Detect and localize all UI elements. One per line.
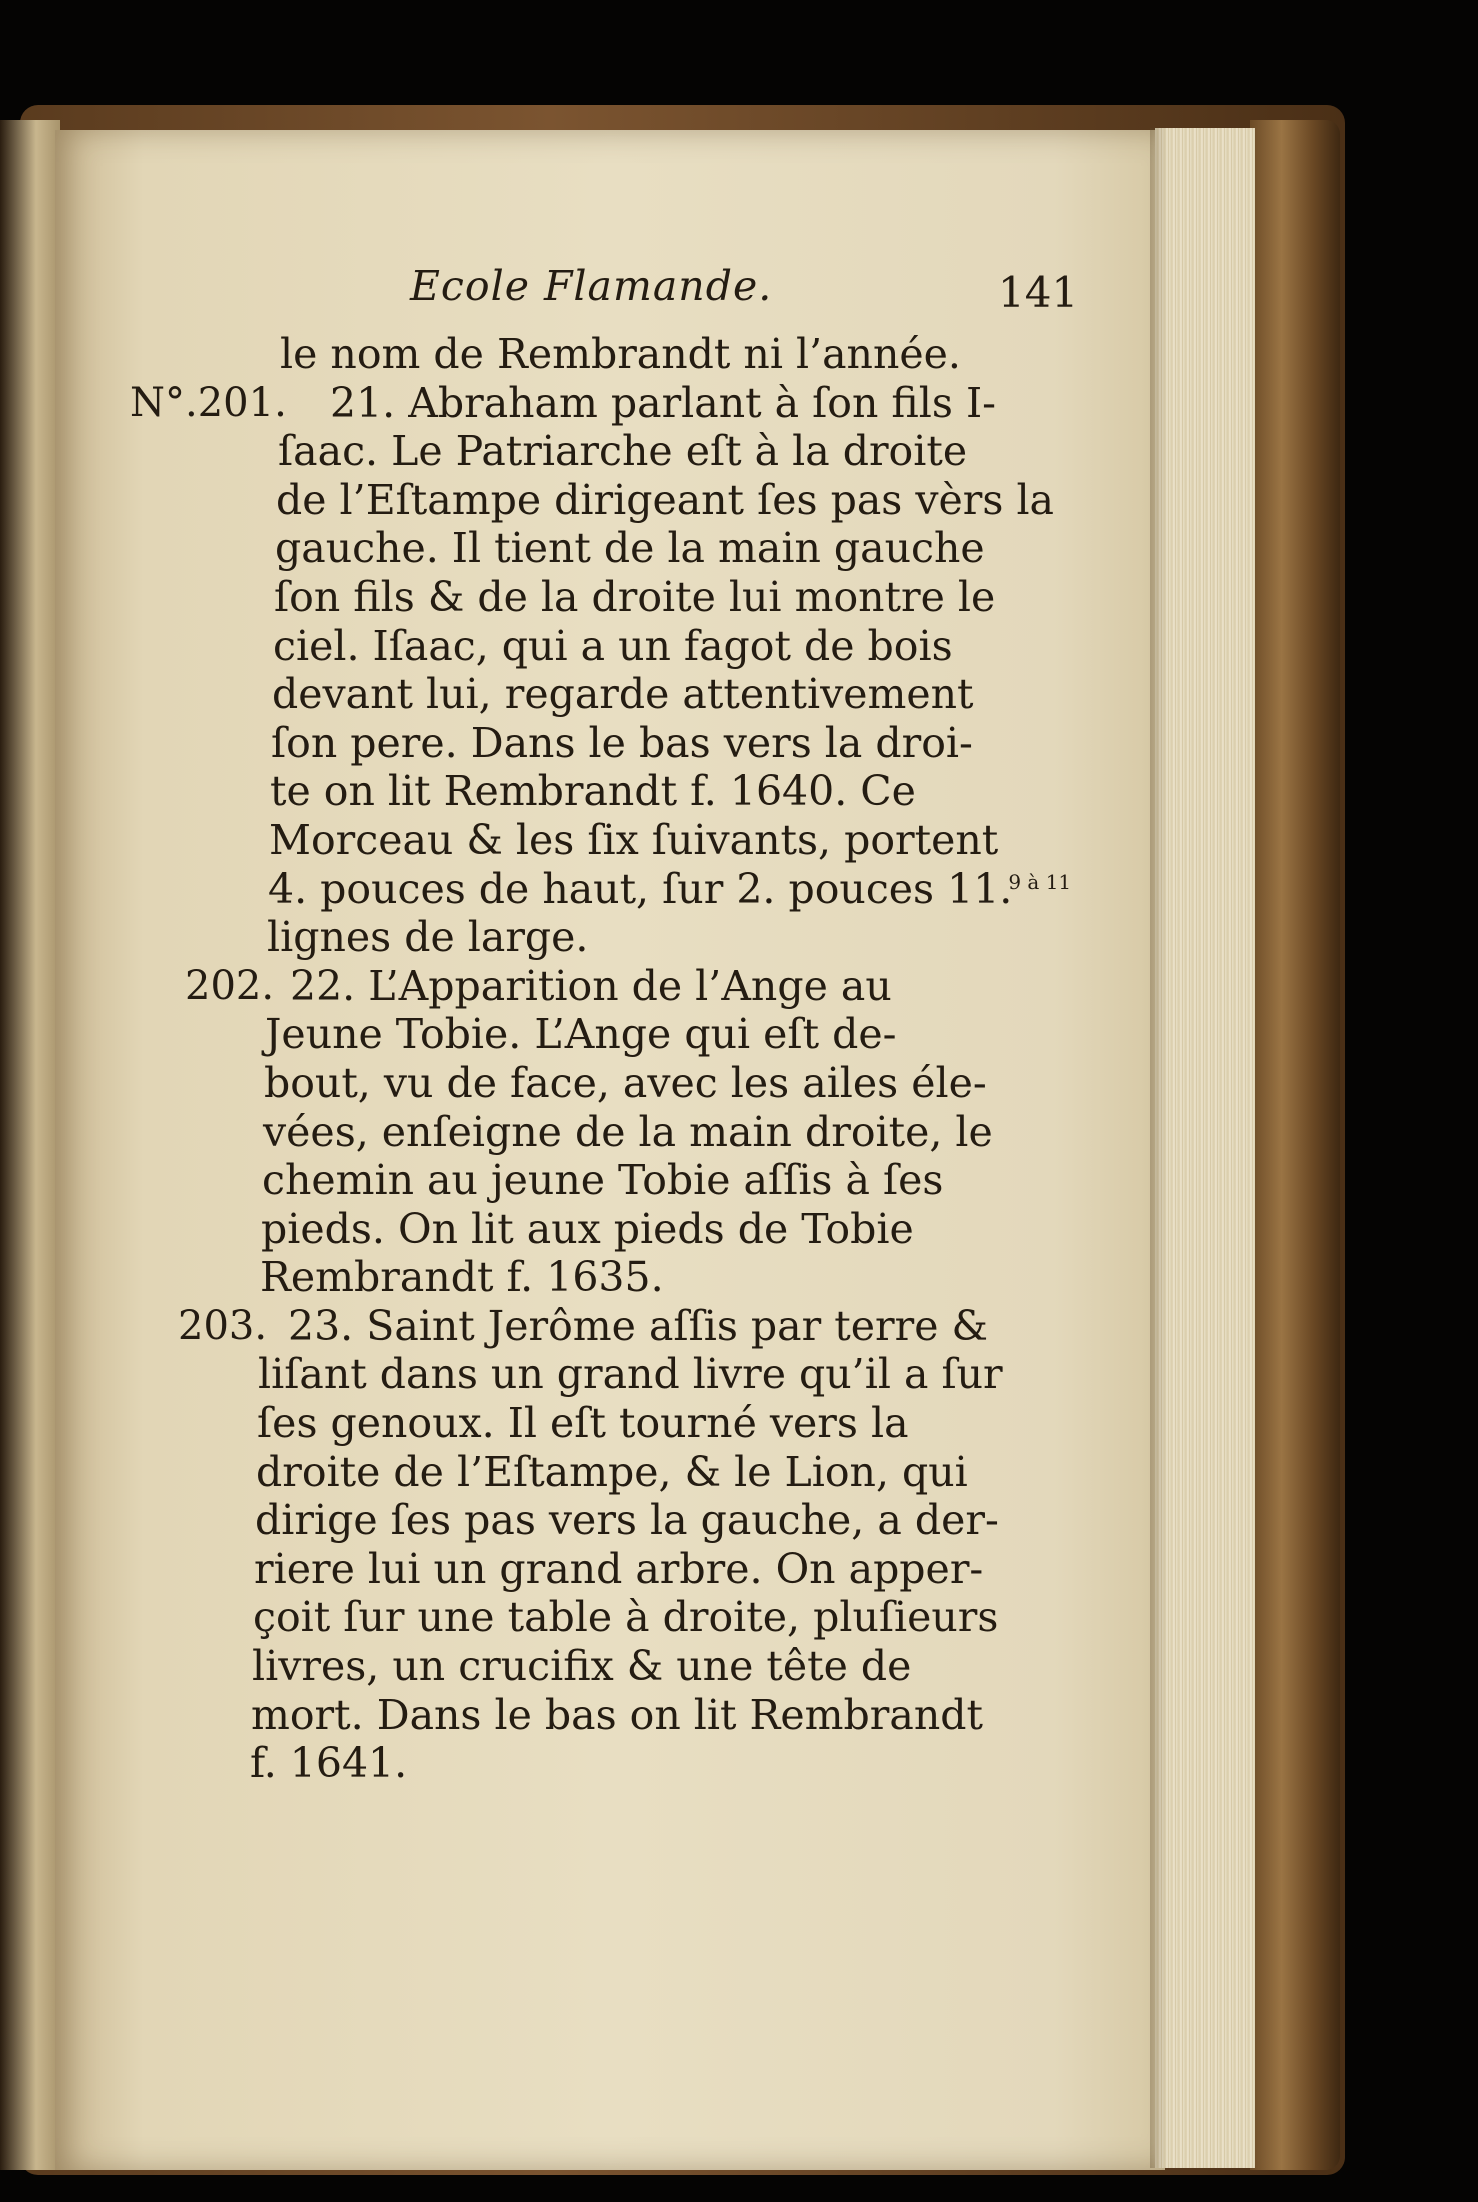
text-line: ſes genoux. Il eſt tourné vers la	[257, 1399, 909, 1448]
text-line: de l’Eſtampe dirigeant ſes pas vèrs la	[276, 475, 1054, 524]
page-stack-shadow	[1150, 128, 1168, 2168]
book-cover-edge	[1250, 120, 1340, 2170]
text-line: devant lui, regarde attentivement	[272, 670, 974, 719]
text-line: droite de l’Eſtampe, & le Lion, qui	[256, 1447, 968, 1496]
text-line: çoit ſur une table à droite, pluſieurs	[253, 1593, 999, 1642]
text-line: 4. pouces de haut, ſur 2. pouces 11.$^{9 à 11}$	[268, 864, 1072, 913]
text-line: lignes de large.	[267, 913, 589, 962]
text-line: Jeune Tobie. L’Ange qui eſt de-	[265, 1010, 897, 1059]
text-line: f. 1641.	[250, 1739, 408, 1788]
entry-number: N°.201.	[130, 379, 287, 426]
text-line: ciel. Iſaac, qui a un fagot de bois	[273, 621, 953, 670]
text-line: ſon fils & de la droite lui montre le	[274, 572, 996, 621]
body-text	[130, 330, 1072, 1788]
text-line: N°.201. 21. Abraham parlant à ſon fils I-	[130, 378, 997, 427]
entry-number: 203.	[178, 1302, 268, 1349]
text-line: livres, un crucifix & une tête de	[252, 1642, 912, 1691]
text-line: chemin au jeune Tobie aſſis à ſes	[262, 1156, 944, 1205]
text-line: te on lit Rembrandt f. 1640. Ce	[270, 767, 916, 816]
entry-number: 202.	[185, 962, 275, 1009]
text-line: gauche. Il tient de la main gauche	[275, 524, 985, 573]
text-line: 202. 22. L’Apparition de l’Ange au	[185, 961, 892, 1010]
text-line: dirige ſes pas vers la gauche, a der-	[255, 1496, 999, 1545]
page-stack-edge	[1155, 128, 1255, 2168]
page-header	[55, 262, 1165, 322]
text-line: bout, vu de face, avec les ailes éle-	[264, 1058, 987, 1107]
text-line: ſon pere. Dans le bas vers la droi-	[271, 718, 973, 767]
text-line: vées, enſeigne de la main droite, le	[263, 1107, 993, 1156]
text-line: Morceau & les ſix ſuivants, portent	[269, 815, 999, 864]
text-line: le nom de Rembrandt ni l’année.	[280, 330, 961, 378]
text-line: 203. 23. Saint Jerôme aſſis par terre &	[178, 1301, 988, 1350]
page-number: 141	[998, 268, 1079, 317]
running-head: Ecole Flamande.	[410, 262, 773, 310]
text-line: mort. Dans le bas on lit Rembrandt	[251, 1690, 983, 1739]
previous-page-edge	[0, 120, 60, 2170]
margin-fraction: 9 à 11	[1008, 869, 1072, 894]
text-line: liſant dans un grand livre qu’il a ſur	[258, 1350, 1003, 1399]
text-line: riere lui un grand arbre. On apper-	[254, 1544, 984, 1593]
text-line: Rembrandt f. 1635.	[260, 1253, 664, 1302]
text-line: ſaac. Le Patriarche eſt à la droite	[278, 427, 968, 476]
text-line: pieds. On lit aux pieds de Tobie	[261, 1204, 914, 1253]
